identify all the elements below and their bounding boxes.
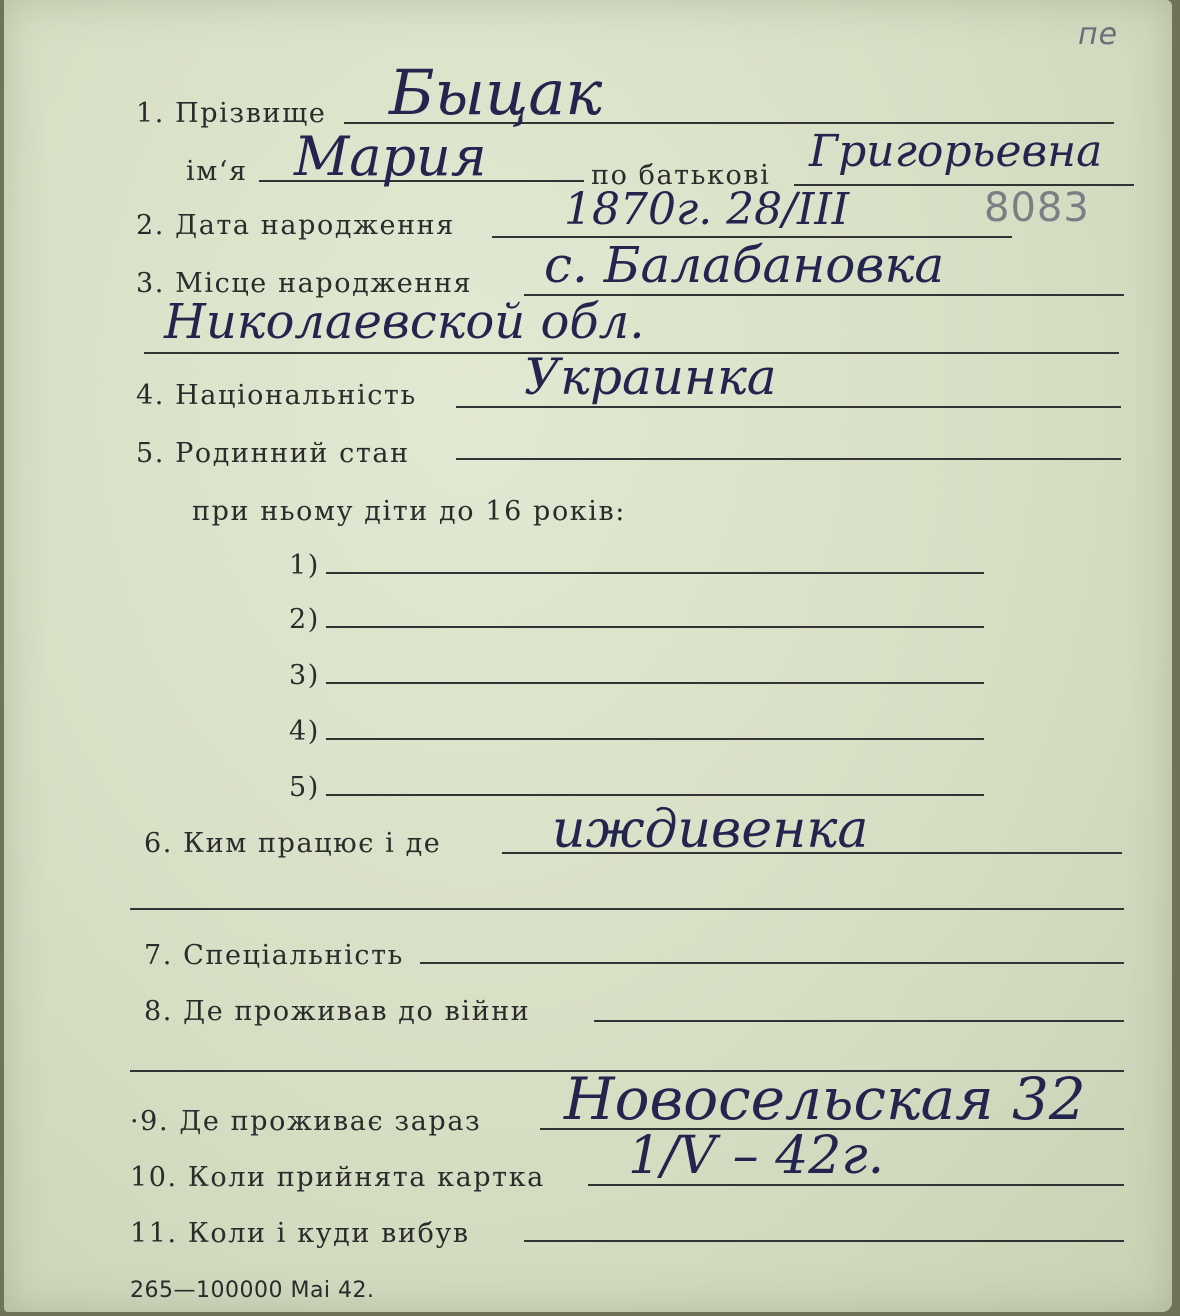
marital-status-label: 5. Родинний стан xyxy=(136,438,410,469)
child-item-number: 4) xyxy=(289,716,320,747)
child-item-line xyxy=(326,738,984,740)
prewar-residence-line xyxy=(594,1020,1124,1022)
archive-number: 8083 xyxy=(984,185,1090,231)
name-value: Мария xyxy=(294,125,487,188)
nationality-label: 4. Національність xyxy=(136,380,417,411)
current-residence-label: ·9. Де проживає зараз xyxy=(130,1106,482,1137)
work-value: иждивенка xyxy=(552,800,869,860)
name-label: ім‘я xyxy=(186,156,248,187)
specialty-label: 7. Спеціальність xyxy=(144,940,404,971)
birth-place-value-line2: Николаевской обл. xyxy=(164,294,645,350)
children-label: при ньому діти до 16 років: xyxy=(192,496,627,527)
specialty-line xyxy=(420,962,1124,964)
departed-line xyxy=(524,1240,1124,1242)
birth-date-label: 2. Дата народження xyxy=(136,210,455,241)
current-residence-value: Новосельская 32 xyxy=(564,1065,1086,1133)
work-line-2 xyxy=(130,908,1124,910)
corner-mark: пе xyxy=(1078,17,1119,52)
child-item-line xyxy=(326,682,984,684)
work-label: 6. Ким працює і де xyxy=(144,828,442,859)
surname-label: 1. Прізвище xyxy=(136,98,327,129)
birth-place-value: с. Балабановка xyxy=(544,236,945,294)
surname-value: Быцак xyxy=(389,56,603,129)
child-item-number: 3) xyxy=(289,660,320,691)
child-item-number: 5) xyxy=(289,772,320,803)
nationality-value: Украинка xyxy=(524,348,777,406)
prewar-residence-label: 8. Де проживав до війни xyxy=(144,996,531,1027)
child-item-line xyxy=(326,572,984,574)
birth-place-label: 3. Місце народження xyxy=(136,268,473,299)
departed-label: 11. Коли і куди вибув xyxy=(130,1218,470,1249)
card-accepted-value: 1/V – 42г. xyxy=(628,1126,885,1186)
registration-card xyxy=(4,0,1172,1312)
child-item-number: 2) xyxy=(289,604,320,635)
print-run-footer: 265—100000 Маі 42. xyxy=(130,1278,375,1303)
marital-status-line xyxy=(456,458,1121,460)
birth-date-value: 1870г. 28/III xyxy=(564,184,850,235)
child-item-number: 1) xyxy=(289,550,320,581)
card-accepted-label: 10. Коли прийнята картка xyxy=(130,1162,545,1193)
patronymic-label: по батькові xyxy=(591,160,771,191)
child-item-line xyxy=(326,626,984,628)
patronymic-value: Григорьевна xyxy=(809,126,1103,177)
child-item-line xyxy=(326,794,984,796)
nationality-line xyxy=(456,406,1121,408)
